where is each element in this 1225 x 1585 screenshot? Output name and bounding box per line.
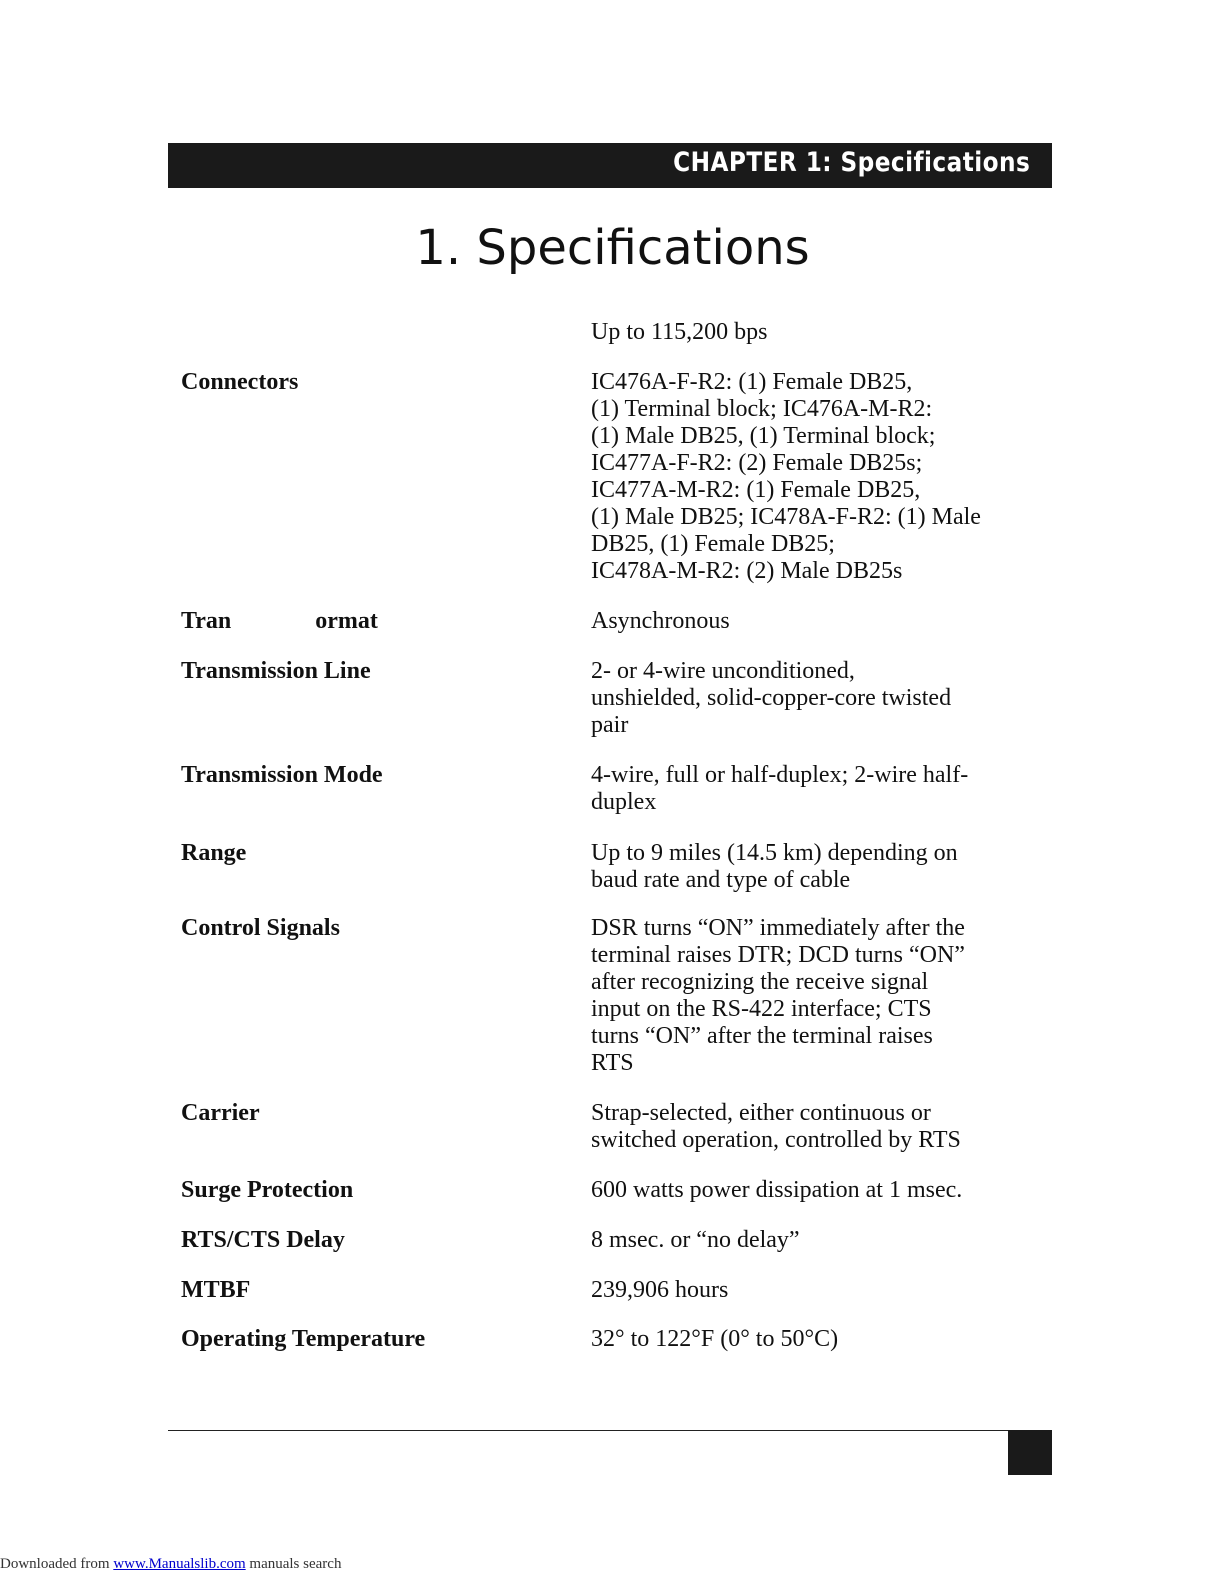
spec-value (591, 840, 1051, 894)
spec-value-line: (1) Male DB25, (1) Terminal block; (591, 423, 936, 449)
spec-value-line: turns “ON” after the terminal raises (591, 1023, 933, 1049)
spec-label: Tran ormat (181, 608, 378, 634)
spec-value-line: unshielded, solid-copper-core twisted (591, 685, 952, 711)
spec-value-line: RTS (591, 1050, 634, 1076)
spec-label: Transmission Line (181, 658, 371, 684)
manualslib-link[interactable]: www.Manualslib.com (113, 1556, 246, 1572)
spec-value-line: input on the RS-422 interface; CTS (591, 996, 932, 1022)
spec-value-line: (1) Male DB25; IC478A-F-R2: (1) Male (591, 504, 981, 530)
spec-value-line: 32° to 122°F (0° to 50°C) (591, 1326, 839, 1352)
spec-value-line: 239,906 hours (591, 1277, 729, 1303)
spec-value-line: switched operation, controlled by RTS (591, 1127, 961, 1153)
download-prefix: Downloaded from (0, 1556, 114, 1572)
spec-value-line: IC476A-F-R2: (1) Female DB25, (591, 369, 913, 395)
spec-value (591, 762, 1051, 816)
spec-value (591, 658, 1051, 739)
spec-label: Surge Protection (181, 1177, 354, 1203)
download-suffix: manuals search (245, 1556, 342, 1572)
spec-value (591, 1100, 1051, 1154)
chapter-title: CHAPTER 1: Specifications (672, 147, 1030, 178)
page-title: 1. Specifications (415, 220, 810, 276)
spec-value-line: Strap-selected, either continuous or (591, 1100, 931, 1126)
download-footer (0, 1556, 341, 1573)
spec-value-line: DSR turns “ON” immediately after the (591, 915, 965, 941)
spec-label: Range (181, 840, 247, 866)
spec-value (591, 1277, 1051, 1304)
spec-value-line: 4-wire, full or half-duplex; 2-wire half- (591, 762, 969, 788)
spec-label: Connectors (181, 369, 299, 395)
spec-value-line: Asynchronous (591, 608, 730, 634)
spec-value-line: Up to 9 miles (14.5 km) depending on (591, 840, 958, 866)
spec-value (591, 1177, 1051, 1204)
spec-value-line: DB25, (1) Female DB25; (591, 531, 835, 557)
spec-value-line: 600 watts power dissipation at 1 msec. (591, 1177, 963, 1203)
spec-label: RTS/CTS Delay (181, 1227, 345, 1253)
spec-value (591, 1326, 1051, 1353)
spec-label: Operating Temperature (181, 1326, 426, 1352)
spec-value-line: terminal raises DTR; DCD turns “ON” (591, 942, 965, 968)
spec-value-line: after recognizing the receive signal (591, 969, 929, 995)
spec-value-line: 2- or 4-wire unconditioned, (591, 658, 855, 684)
spec-value (591, 369, 1051, 585)
spec-label: Transmission Mode (181, 762, 383, 788)
spec-value-line: IC477A-M-R2: (1) Female DB25, (591, 477, 921, 503)
spec-value-line: IC477A-F-R2: (2) Female DB25s; (591, 450, 923, 476)
spec-value-line: duplex (591, 789, 657, 815)
page-number-box (1008, 1430, 1052, 1475)
spec-value (591, 1227, 1051, 1254)
spec-label: Control Signals (181, 915, 340, 941)
spec-value (591, 319, 1051, 346)
spec-label: Carrier (181, 1100, 260, 1126)
spec-value-line: (1) Terminal block; IC476A-M-R2: (591, 396, 933, 422)
spec-value-line: pair (591, 712, 629, 738)
spec-value (591, 608, 1051, 635)
spec-value-line: Up to 115,200 bps (591, 319, 768, 345)
footer-rule (168, 1430, 1008, 1431)
spec-value-line: IC478A-M-R2: (2) Male DB25s (591, 558, 903, 584)
spec-value (591, 915, 1051, 1077)
spec-label: MTBF (181, 1277, 251, 1303)
spec-value-line: 8 msec. or “no delay” (591, 1227, 800, 1253)
spec-value-line: baud rate and type of cable (591, 867, 851, 893)
chapter-header-bar (168, 143, 1052, 188)
